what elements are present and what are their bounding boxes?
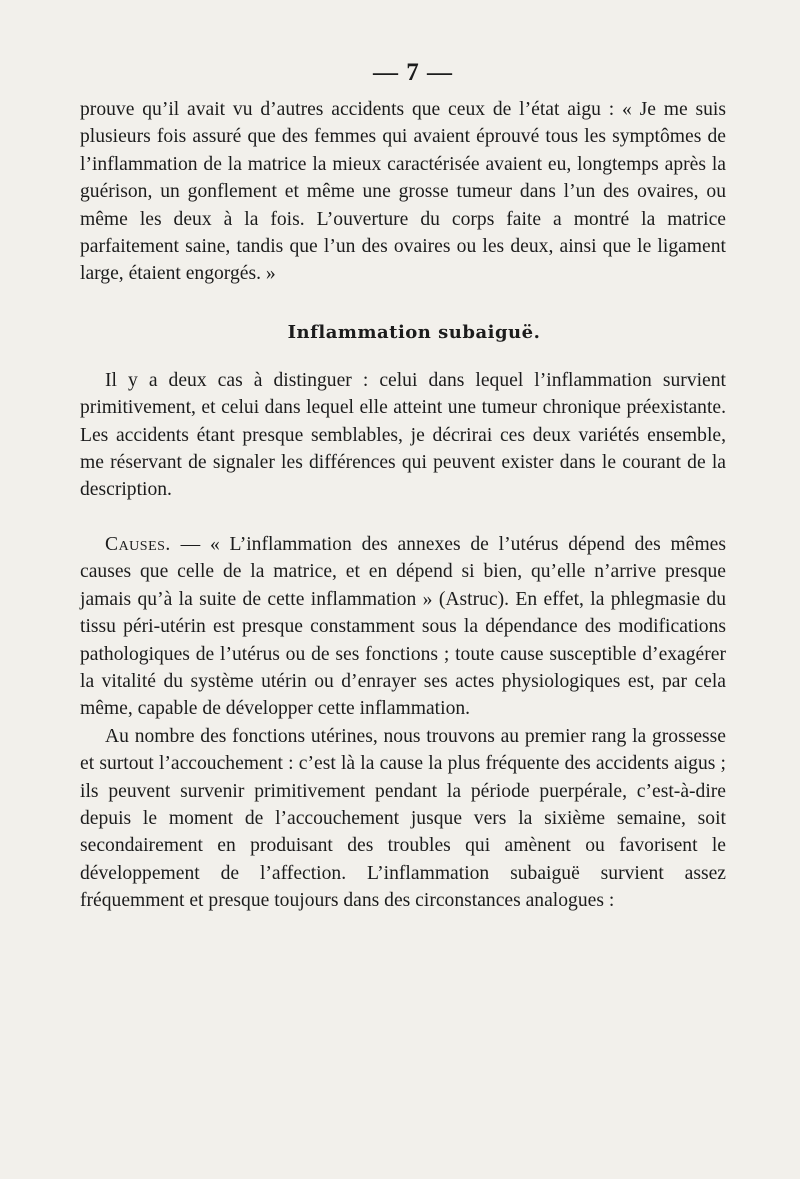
paragraph-1: prouve qu’il avait vu d’autres accidents que ceux de l’état aigu : « Je me suis plusieurs fois assuré que des femmes qui avaient éprouvé tous les symptômes de l’inflammation de la matrice la mieux caractérisée avaient eu, longtemps après la guérison, un gonflement et même une grosse tumeur dans l’un des ovaires, ou même les deux à la fois. L’ouverture du corps faite a montré la matrice parfaitement saine, tandis que l’un des ovaires ou les deux, ainsi que le ligament large, étaient engorgés. »	[80, 99, 726, 285]
causes-dash: —	[170, 533, 210, 555]
paragraph-2: Il y a deux cas à distinguer : celui dans lequel l’inflammation survient primitivement, et celui dans lequel elle atteint une tumeur chronique préexistante. Les accidents étant presque semblables, je décrirai ces deux variétés ensemble, me réservant de signaler les différences qui peuvent exister dans le courant de la description.	[80, 369, 726, 501]
page-number: — 7 —	[373, 59, 453, 86]
causes-label: Causes.	[105, 533, 171, 555]
paragraph-4: Au nombre des fonctions utérines, nous trouvons au premier rang la grossesse et surtout l’accouchement : c’est là la cause la plus fréquente des accidents aigus ; ils peuvent survenir primitivement pendant la période puerpérale, c’est-à-dire depuis le moment de l’accouchement jusque vers la sixième semaine, soit secondairement en produisant des troubles qui amènent ou favorisent le développement de l’affection. L’inflammation subaiguë survient assez fréquemment et presque toujours dans des circonstances analogues :	[80, 725, 726, 912]
paragraph-gap	[80, 504, 726, 531]
causes-text: « L’inflammation des annexes de l’utérus dépend des mêmes causes que celle de la matrice, et en dépend si bien, qu’elle n’arrive presque jamais qu’à la suite de cette inflammation » (Astruc). En effet, la phlegmasie du tissu péri-utérin est presque constamment sous la dépendance des modifications pathologiques de l’utérus ou de ses fonctions ; toute cause susceptible d’exagérer la vitalité du système utérin ou d’enrayer ses actes physiologiques est, par cela même, capable de développer cette inflammation.	[80, 533, 727, 720]
page-content	[80, 58, 726, 915]
section-heading: Inflammation subaiguë.	[287, 321, 541, 343]
paragraph-3	[80, 531, 726, 723]
